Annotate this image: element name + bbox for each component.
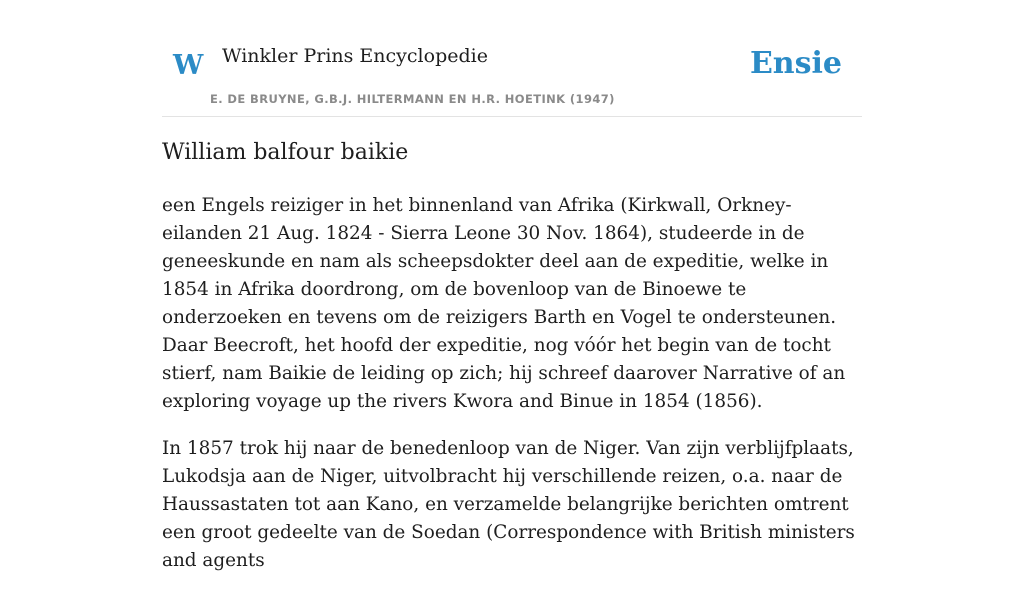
article-paragraph: een Engels reiziger in het binnenland van Afrika (Kirkwall, Orkney-eilanden 21 Aug. 1824 - Sierra Leone 30 Nov. 1864), studeerde in de geneeskunde en nam als scheepsdokter deel aan de expeditie, welke in 1854 in Afrika doordrong, om de bovenloop van de Binoewe te onderzoeken en tevens om de reizigers Barth en Vogel te ondersteunen. Daar Beecroft, het hoofd der expeditie, nog vóór het begin van de tocht stierf, nam Baikie de leiding op zich; hij schreef daarover Narrative of an exploring voyage up the rivers Kwora and Binue in 1854 (1856). — [162, 195, 846, 412]
source-header — [162, 0, 862, 117]
article-body — [162, 192, 862, 594]
source-authors: E. DE BRUYNE, G.B.J. HILTERMANN EN H.R. HOETINK (1947) — [210, 92, 615, 106]
article-title: William balfour baikie — [162, 140, 409, 165]
source-logo[interactable]: W — [173, 50, 204, 81]
article-paragraph: In 1857 trok hij naar de benedenloop van de Niger. Van zijn verblijfplaats, Lukodsja aan de Niger, uitvolbracht hij verschillende reizen, o.a. naar de Haussastaten tot aan Kano, en verzamelde belangrijke berichten omtrent een groot gedeelte van de Soedan (Correspondence with British ministers and agents — [162, 438, 855, 571]
brand-logo[interactable]: Ensie — [749, 46, 842, 81]
source-title-link[interactable]: Winkler Prins Encyclopedie — [222, 45, 488, 67]
